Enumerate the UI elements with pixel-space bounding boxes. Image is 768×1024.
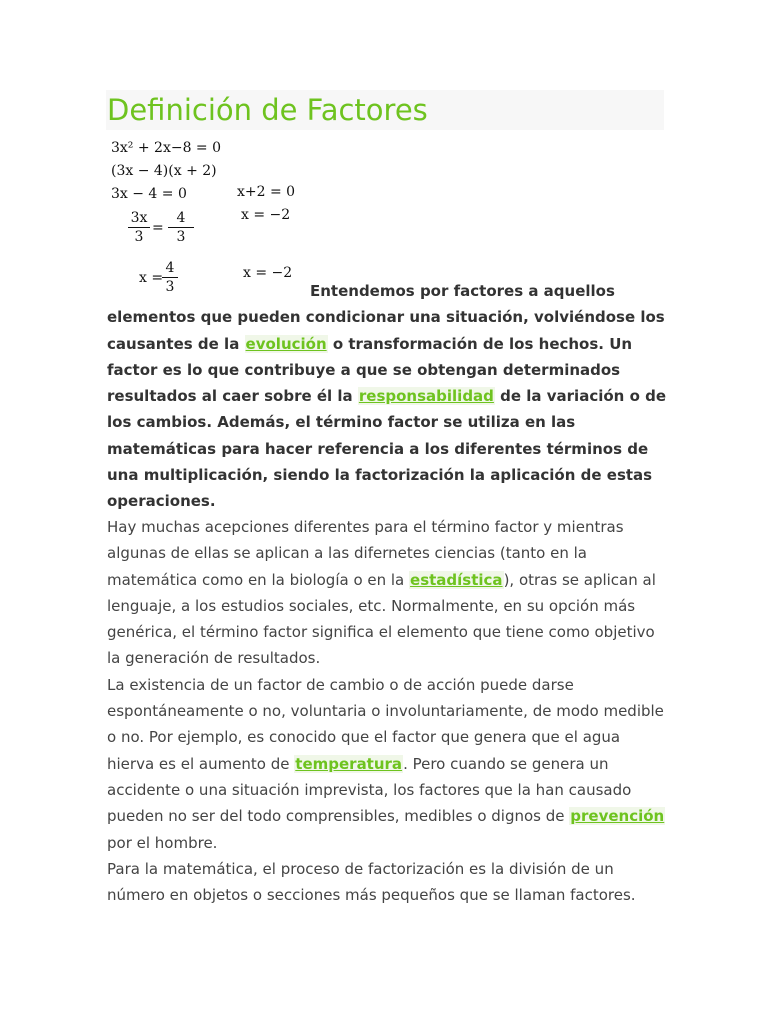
paragraph-intro-text-2: o transformación de los hechos. Un factor es lo que contribuye a que se obtengan determinados resultados al caer sobre él la bbox=[107, 334, 633, 406]
equation-line-1: 3x² + 2x−8 = 0 bbox=[111, 140, 222, 156]
equation-line-5b: x = −2 bbox=[243, 265, 293, 281]
paragraph-acepciones-text-2: ), otras se aplican al lenguaje, a los estudios sociales, etc. Normalmente, en su opción más genérica, el término factor significa el elemento que tiene como objetivo la generación de resultados. bbox=[107, 570, 656, 668]
paragraph-existencia-text-2: . Pero cuando se genera un accidente o una situación imprevista, los factores que la han causado pueden no ser del todo comprensibles, medibles o dignos de bbox=[107, 754, 632, 826]
link-estadistica[interactable]: estadística bbox=[410, 570, 503, 589]
paragraph-intro bbox=[107, 278, 667, 515]
body-text bbox=[107, 514, 667, 908]
link-prevencion[interactable]: prevención bbox=[570, 807, 665, 826]
equation-line-3b: x+2 = 0 bbox=[237, 184, 296, 200]
link-evolucion[interactable]: evolución bbox=[245, 334, 327, 353]
paragraph-matematica: Para la matemática, el proceso de factorización es la división de un número en objetos o secciones más pequeños que se llaman factores. bbox=[107, 859, 636, 905]
paragraph-existencia-text-3: por el hombre. bbox=[107, 833, 218, 852]
fraction-4-over-3: 4 3 bbox=[168, 210, 194, 245]
paragraph-existencia-text-1: La existencia de un factor de cambio o de acción puede darse espontáneamente o no, voluntaria o involuntariamente, de modo medible o no. Por ejemplo, es conocido que el factor que genera que el agua hierva es el aumento de bbox=[107, 675, 664, 773]
fraction-4-over-3-result: 4 3 bbox=[162, 260, 178, 295]
paragraph-intro-text-1: Entendemos por factores a aquellos elementos que pueden condicionar una situación, volviéndose los causantes de la bbox=[107, 282, 665, 353]
paragraph-acepciones bbox=[107, 514, 667, 672]
equation-line-3a: 3x − 4 = 0 bbox=[111, 186, 187, 202]
link-responsabilidad[interactable]: responsabilidad bbox=[358, 387, 494, 406]
paragraph-acepciones-text-1: Hay muchas acepciones diferentes para el término factor y mientras algunas de ellas se aplican a las difernetes ciencias (tanto en la matemática como en la biología o en la bbox=[107, 518, 624, 589]
equation-line-2: (3x − 4)(x + 2) bbox=[111, 163, 217, 179]
equation-line-4b: x = −2 bbox=[241, 207, 291, 223]
paragraph-existencia bbox=[107, 672, 667, 856]
paragraph-intro-text-3: de la variación o de los cambios. Además, el término factor se utiliza en las matemáticas para hacer referencia a los diferentes términos de una multiplicación, siendo la factorización la aplicación de estas operaciones. bbox=[107, 387, 667, 511]
equation-line-5-lhs: x = bbox=[139, 270, 164, 286]
page-title: Definición de Factores bbox=[107, 93, 428, 127]
link-temperatura[interactable]: temperatura bbox=[295, 754, 403, 773]
equals-sign: = bbox=[152, 220, 164, 236]
fraction-3x-over-3: 3x 3 bbox=[128, 210, 150, 245]
